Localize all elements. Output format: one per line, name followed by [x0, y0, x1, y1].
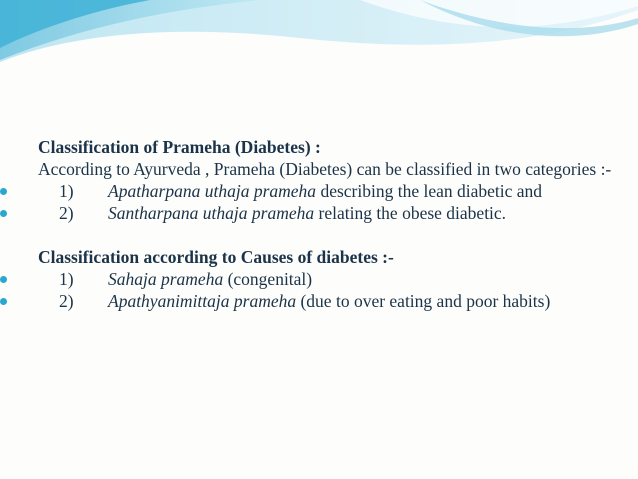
item-description: relating the obese diabetic.	[314, 203, 507, 223]
item-description: (due to over eating and poor habits)	[296, 291, 551, 311]
item-term: Apathyanimittaja prameha	[108, 291, 297, 311]
bullet-icon	[0, 276, 7, 283]
item-term: Santharpana uthaja prameha	[108, 203, 315, 223]
list-item	[38, 290, 618, 312]
list-item	[38, 202, 618, 224]
decorative-wave-header	[0, 0, 638, 80]
bullet-icon	[0, 298, 7, 305]
section1-intro: According to Ayurveda , Prameha (Diabetes) can be classified in two categories :-	[38, 159, 612, 179]
item-number: 1)	[59, 181, 74, 201]
list-item	[38, 268, 618, 290]
item-number: 2)	[59, 291, 74, 311]
bullet-icon	[0, 210, 7, 217]
item-description: describing the lean diabetic and	[316, 181, 543, 201]
section1-heading: Classification of Prameha (Diabetes) :	[38, 137, 321, 157]
item-number: 2)	[59, 203, 74, 223]
slide-body	[38, 136, 618, 312]
bullet-icon	[0, 188, 7, 195]
item-description: (congenital)	[223, 269, 313, 289]
section2-heading: Classification according to Causes of diabetes :-	[38, 247, 394, 267]
item-term: Sahaja prameha	[108, 269, 224, 289]
item-term: Apatharpana uthaja prameha	[108, 181, 317, 201]
item-number: 1)	[59, 269, 74, 289]
list-item	[38, 180, 618, 202]
